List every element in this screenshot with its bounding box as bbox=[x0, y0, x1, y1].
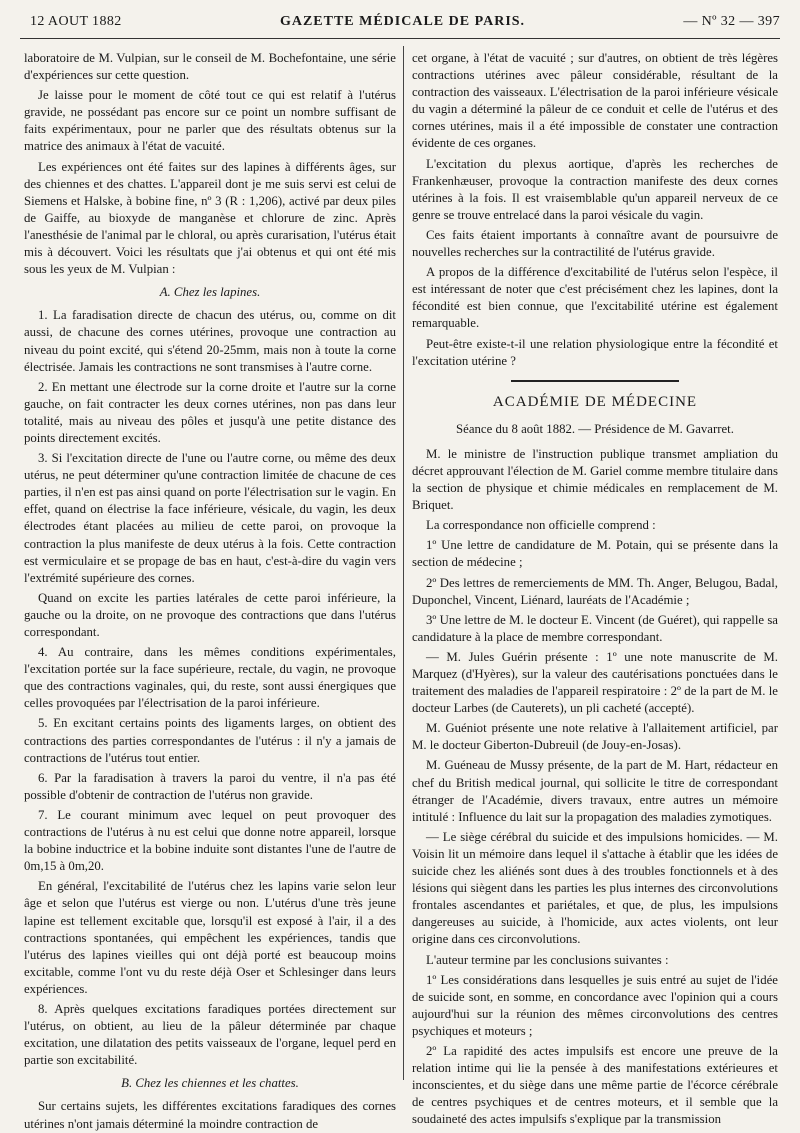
paragraph: M. le ministre de l'instruction publique transmet ampliation du décret approuvant l'élection de M. Gariel comme membre titulaire dans la section de physique et chimie médicales en remplacement de M. Briquet. bbox=[412, 446, 778, 513]
paragraph: 2º La rapidité des actes impulsifs est encore une preuve de la relation intime qui lie la pensée à des manifestations extérieures et inconscientes, et du siège dans une même partie de l'écorce cérébrale de centres psychiques et de centres moteurs, et il semble que la soudaineté des actes impulsifs s'explique par la transmission bbox=[412, 1043, 778, 1127]
paragraph: 2º Des lettres de remerciements de MM. Th. Anger, Belugou, Badal, Duponchel, Vincent, Liénard, lauréats de l'Académie ; bbox=[412, 575, 778, 607]
section-subheading: B. Chez les chiennes et les chattes. bbox=[121, 1076, 299, 1091]
paragraph: — Le siège cérébral du suicide et des impulsions homicides. — M. Voisin lit un mémoire dans lequel il s'attache à établir que les idées de suicide chez les aliénés sont dues à des troubles fonctionnels et à des lésions qui siègent dans les parties les plus internes des circonvolutions frontales ascendantes et pariétales, et que, de plus, les impulsions dangereuses au suicide, à l'homicide, aux actes violents, ont leur origine dans ces circonvolutions. bbox=[412, 829, 778, 947]
paragraph: M. Guéniot présente une note relative à l'allaitement artificiel, par M. le docteur Giberton-Dubreuil (de Jouy-en-Josas). bbox=[412, 721, 778, 753]
numbered-paragraph: 1. La faradisation directe de chacun des utérus, ou, comme on dit aussi, de chacune des cornes utérines, provoque une contraction au niveau du point excité, qui s'étend 20-25mm, mais non à toute la corne électrisée. Jamais les contractions ne sont transmises à l'autre corne. bbox=[24, 308, 396, 374]
numbered-paragraph: 8. Après quelques excitations faradiques portées directement sur l'utérus, on obtient, au lieu de la pâleur déterminée par chaque excitation, une dilatation des petits vaisseaux de l'organe, lequel perd en partie son excitabilité. bbox=[24, 1001, 396, 1068]
paragraph: 3º Une lettre de M. le docteur E. Vincent (de Guéret), qui rappelle sa candidature à la place de membre correspondant. bbox=[412, 612, 778, 644]
issue-page-number: — Nº 32 — 397 bbox=[683, 14, 780, 29]
issue-date: 12 AOUT 1882 bbox=[30, 14, 122, 29]
paragraph: En général, l'excitabilité de l'utérus chez les lapins varie selon leur âge et selon que l'utérus est vierge ou non. L'utérus d'une très jeune lapine est tellement excitable que, lorsqu'il est exposé à l'air, il a des contractions spontanées, qui empêchent les expériences, tandis que l'utérus des lapines vieilles qui ont déjà porté est beaucoup moins excitable, comme l'ont vu du reste déjà Oser et Schlesinger dans leurs expériences. bbox=[24, 879, 396, 996]
column-divider bbox=[403, 46, 404, 1080]
paragraph: 1º Les considérations dans lesquelles je suis entré au sujet de l'idée de suicide sont, en somme, en concordance avec l'opinion qui a cours aujourd'hui sur la réunion des mêmes circonvolutions des centres psychiques et moteurs ; bbox=[412, 972, 778, 1038]
numbered-paragraph: 6. Par la faradisation à travers la paroi du ventre, il n'a pas été possible d'obtenir de contraction de l'utérus non gravide. bbox=[24, 770, 396, 802]
running-head bbox=[30, 14, 780, 36]
header-rule bbox=[20, 38, 780, 39]
section-subheading: A. Chez les lapines. bbox=[159, 285, 261, 300]
paragraph: Sur certains sujets, les différentes excitations faradiques des cornes utérines n'ont jamais déterminé la moindre contraction de bbox=[24, 1099, 396, 1131]
numbered-paragraph: 7. Le courant minimum avec lequel on peut provoquer des contractions de l'utérus à nu est celui que donne notre appareil, lorsque la bobine inductrice et la bobine induite sont distantes l'une de l'autre de 0m,15 à 0m,20. bbox=[24, 807, 396, 874]
paragraph: 1º Une lettre de candidature de M. Potain, qui se présente dans la section de médecine ; bbox=[412, 538, 778, 570]
paragraph: cet organe, à l'état de vacuité ; sur d'autres, on obtient de très légères contractions utérines avec pâleur considérable, résultant de la contraction des vaisseaux. L'électrisation de la paroi inférieure vésicale du vagin a déterminé la pâleur de ce conduit et celle de l'utérus et des cornes utérines, mais il a été impossible de constater une contraction évidente de ces organes. bbox=[412, 51, 778, 151]
paragraph: Quand on excite les parties latérales de cette paroi inférieure, la gauche ou la droite, on ne provoque des contractions que dans l'utérus correspondant. bbox=[24, 590, 396, 639]
numbered-paragraph: 3. Si l'excitation directe de l'une ou l'autre corne, ou même des deux utérus, ne peut déterminer qu'une contraction limitée de chacune de ces parties, il n'en est pas ainsi quand on porte l'électrisation sur le vagin. En effet, quand on électrise la face inférieure, vésicale, du vagin, les deux électrodes étant placées au milieu de cette paroi, on provoque la contraction la plus manifeste de deux utérus à la fois. Cette contraction est vermiculaire et se propage de bas en haut, c'est-à-dire du vagin vers l'extrémité supérieure des cornes. bbox=[24, 451, 396, 585]
paragraph: L'auteur termine par les conclusions suivantes : bbox=[426, 952, 669, 967]
paragraph: L'excitation du plexus aortique, d'après les recherches de Frankenhæuser, provoque la contraction manifeste des deux cornes utérines à la fois. Il est vraisemblable qu'un appareil nerveux de ce genre se trouve entrelacé dans la paroi vésicale du vagin. bbox=[412, 156, 778, 222]
paragraph: Je laisse pour le moment de côté tout ce qui est relatif à l'utérus gravide, ne possédant pas encore sur ce point un nombre suffisant de faits expérimentaux, pour ne parler que des résultats obtenus sur la matrice des animaux à l'état de vacuité. bbox=[24, 88, 396, 154]
paragraph: A propos de la différence d'excitabilité de l'utérus selon l'espèce, il est intéressant de noter que c'est précisément chez les lapines, dont la fécondité est bien connue, que l'excitabilité utérine est également remarquable. bbox=[412, 265, 778, 331]
paragraph: — M. Jules Guérin présente : 1º une note manuscrite de M. Marquez (d'Hyères), sur la valeur des cautérisations ponctuées dans le traitement des maladies de l'appareil respiratoire : 2º de la part de M. le docteur Larbes (de Cauterets), un pli cacheté (accepté). bbox=[412, 649, 778, 716]
paragraph: M. Guéneau de Mussy présente, de la part de M. Hart, rédacteur en chef du British medical journal, qui sollicite le titre de correspondant étranger de l'Académie, divers travaux, entre autres un mémoire intitulé : Influence du lait sur la propagation des maladies zymotiques. bbox=[412, 758, 778, 824]
numbered-paragraph: 5. En excitant certains points des ligaments larges, on obtient des contractions des parties correspondantes de l'utérus : il n'y a jamais de contractions de l'utérus tout entier. bbox=[24, 716, 396, 765]
journal-title: GAZETTE MÉDICALE DE PARIS. bbox=[279, 14, 526, 29]
numbered-paragraph: 4. Au contraire, dans les mêmes conditions expérimentales, l'excitation portée sur la face supérieure, rectale, du vagin, ne provoque que des contractions vaginales, qui, du reste, sont aussi énergiques que celles provoquées par l'électrisation de la paroi inférieure. bbox=[24, 645, 396, 711]
left-column bbox=[24, 50, 396, 1131]
numbered-paragraph: 2. En mettant une électrode sur la corne droite et l'autre sur la corne gauche, on fait contracter les deux cornes utérines, non pas dans leur totalité, mais au niveau des pôles et jusqu'à une petite distance des points directement excités. bbox=[24, 379, 396, 445]
section-title: ACADÉMIE DE MÉDECINE bbox=[492, 393, 698, 410]
right-column bbox=[412, 50, 778, 1127]
paragraph: laboratoire de M. Vulpian, sur le conseil de M. Bochefontaine, une série d'expériences sur cette question. bbox=[24, 51, 396, 83]
paragraph: Ces faits étaient importants à connaître avant de poursuivre de nouvelles recherches sur la contractilité de l'utérus gravide. bbox=[412, 227, 778, 260]
section-divider bbox=[511, 380, 679, 382]
paragraph: Peut-être existe-t-il une relation physiologique entre la fécondité et l'excitation utérine ? bbox=[412, 336, 778, 368]
session-line: Séance du 8 août 1882. — Présidence de M. Gavarret. bbox=[456, 421, 734, 436]
paragraph: Les expériences ont été faites sur des lapines à différents âges, sur des chiennes et des chattes. L'appareil dont je me suis servi est celui de Siemens et Halske, à bobine fine, nº 3 (R : 1,206), activé par deux piles de Gaiffe, au bioxyde de manganèse et chlorure de zinc. Après l'anesthésie de l'animal par le chloral, ou après curarisation, l'utérus était mis à découvert. Voici les résultats que j'ai obtenus et qui ont été mis sous les yeux de M. Vulpian : bbox=[24, 159, 396, 277]
paragraph: La correspondance non officielle comprend : bbox=[426, 518, 656, 533]
